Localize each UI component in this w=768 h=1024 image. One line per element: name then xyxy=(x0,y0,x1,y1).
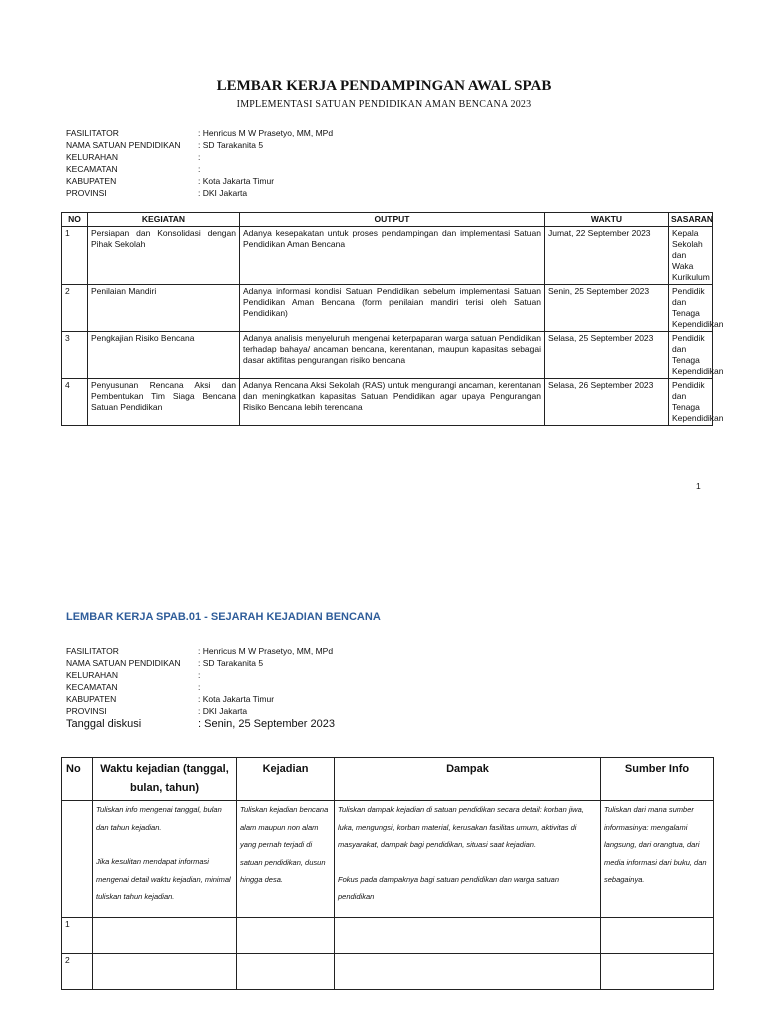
table-row xyxy=(62,918,714,954)
cell-waktu[interactable] xyxy=(93,954,237,990)
hint-kejadian: Tuliskan kejadian bencana alam maupun non alam yang pernah terjadi di satuan pendidikan, dusun hingga desa. xyxy=(237,801,335,918)
cell-dampak[interactable] xyxy=(335,954,601,990)
info-block xyxy=(66,127,333,199)
table-header-row xyxy=(62,758,714,801)
info-row-kabupaten: KABUPATEN : Kota Jakarta Timur xyxy=(66,694,275,704)
info-row-kecamatan: KECAMATAN : xyxy=(66,682,201,692)
info-row-kelurahan: KELURAHAN : xyxy=(66,670,201,680)
table-row xyxy=(62,227,713,285)
cell-kegiatan: Penyusunan Rencana Aksi dan Pembentukan Tim Siaga Bencana Satuan Pendidikan xyxy=(88,379,240,426)
header-sasaran: SASARAN xyxy=(669,213,713,227)
cell-kegiatan: Pengkajian Risiko Bencana xyxy=(88,332,240,379)
header-waktu: Waktu kejadian (tanggal, bulan, tahun) xyxy=(93,758,237,801)
cell-kejadian[interactable] xyxy=(237,918,335,954)
info-row-satuan: NAMA SATUAN PENDIDIKAN : SD Tarakanita 5 xyxy=(66,140,264,150)
hint-dampak: Tuliskan dampak kejadian di satuan pendidikan secara detail: korban jiwa, luka, mengungsi, korban material, kerusakan fasilitas umum, aktivitas di masyarakat, dampak bagi pendidikan, situasi saat kejadian. Fokus pada dampaknya bagi satuan pendidikan dan warga satuan pendidikan xyxy=(335,801,601,918)
cell-no: 1 xyxy=(62,227,88,285)
table-row xyxy=(62,332,713,379)
cell-kegiatan: Penilaian Mandiri xyxy=(88,285,240,332)
info-row-provinsi: PROVINSI : DKI Jakarta xyxy=(66,706,248,716)
hint-row xyxy=(62,801,714,918)
row-number: 2 xyxy=(62,954,93,990)
cell-kegiatan: Persiapan dan Konsolidasi dengan Pihak Sekolah xyxy=(88,227,240,285)
hint-waktu: Tuliskan info mengenai tanggal, bulan dan tahun kejadian. Jika kesulitan mendapat informasi mengenai detail waktu kejadian, minimal tuliskan tahun kejadian. xyxy=(93,801,237,918)
tanggal-label: Tanggal diskusi xyxy=(66,718,142,730)
info-row-fasilitator: FASILITATOR : Henricus M W Prasetyo, MM, MPd xyxy=(66,646,334,656)
table-row xyxy=(62,954,714,990)
cell-waktu: Selasa, 25 September 2023 xyxy=(545,332,669,379)
cell-sasaran: Kepala Sekolah dan Waka Kurikulum xyxy=(669,227,713,285)
info-row-kecamatan: KECAMATAN : xyxy=(66,164,201,174)
cell-sasaran: Pendidik dan Tenaga Kependidikan xyxy=(669,285,713,332)
info-row-satuan: NAMA SATUAN PENDIDIKAN : SD Tarakanita 5 xyxy=(66,658,264,668)
tanggal-diskusi xyxy=(66,718,335,730)
tanggal-value: : Senin, 25 September 2023 xyxy=(198,718,335,730)
cell-kejadian[interactable] xyxy=(237,954,335,990)
hint-cell-no xyxy=(62,801,93,918)
page-title: LEMBAR KERJA PENDAMPINGAN AWAL SPAB xyxy=(216,78,552,94)
cell-no: 3 xyxy=(62,332,88,379)
header-sumber: Sumber Info xyxy=(601,758,714,801)
header-no: No xyxy=(62,758,93,801)
cell-waktu: Selasa, 26 September 2023 xyxy=(545,379,669,426)
info-block-2 xyxy=(66,645,333,717)
cell-sasaran: Pendidik dan Tenaga Kependidikan xyxy=(669,379,713,426)
table-row xyxy=(62,285,713,332)
cell-sumber[interactable] xyxy=(601,954,714,990)
cell-waktu: Jumat, 22 September 2023 xyxy=(545,227,669,285)
section-title: LEMBAR KERJA SPAB.01 - SEJARAH KEJADIAN BENCANA xyxy=(66,611,381,623)
info-row-kelurahan: KELURAHAN : xyxy=(66,152,201,162)
row-number: 1 xyxy=(62,918,93,954)
page-number: 1 xyxy=(696,481,701,491)
page-subtitle: IMPLEMENTASI SATUAN PENDIDIKAN AMAN BENCANA 2023 xyxy=(236,99,532,110)
cell-sasaran: Pendidik dan Tenaga Kependidikan xyxy=(669,332,713,379)
cell-waktu: Senin, 25 September 2023 xyxy=(545,285,669,332)
header-kegiatan: KEGIATAN xyxy=(88,213,240,227)
header-waktu: WAKTU xyxy=(545,213,669,227)
info-row-kabupaten: KABUPATEN : Kota Jakarta Timur xyxy=(66,176,275,186)
kegiatan-table xyxy=(61,212,724,426)
info-row-fasilitator: FASILITATOR : Henricus M W Prasetyo, MM, MPd xyxy=(66,128,334,138)
header-dampak: Dampak xyxy=(335,758,601,801)
cell-no: 4 xyxy=(62,379,88,426)
sejarah-table xyxy=(61,757,714,990)
table-row xyxy=(62,379,713,426)
cell-no: 2 xyxy=(62,285,88,332)
header-no: NO xyxy=(62,213,88,227)
header-output: OUTPUT xyxy=(240,213,545,227)
cell-dampak[interactable] xyxy=(335,918,601,954)
info-row-provinsi: PROVINSI : DKI Jakarta xyxy=(66,188,248,198)
cell-output: Adanya informasi kondisi Satuan Pendidikan sebelum implementasi Satuan Pendidikan Aman Bencana (form penilaian mandiri terisi oleh Satuan Pendidikan) xyxy=(240,285,545,332)
cell-output: Adanya analisis menyeluruh mengenai keterpaparan warga satuan Pendidikan terhadap bahaya/ ancaman bencana, kerentanan, maupun kapasitas sebagai dasar aktifitas pengurangan risiko bencana xyxy=(240,332,545,379)
hint-sumber: Tuliskan dari mana sumber informasinya: mengalami langsung, dari orangtua, dari media informasi dari buku, dan sebagainya. xyxy=(601,801,714,918)
table-header-row xyxy=(62,213,713,227)
cell-sumber[interactable] xyxy=(601,918,714,954)
cell-output: Adanya kesepakatan untuk proses pendampingan dan implementasi Satuan Pendidikan Aman Bencana xyxy=(240,227,545,285)
cell-waktu[interactable] xyxy=(93,918,237,954)
cell-output: Adanya Rencana Aksi Sekolah (RAS) untuk mengurangi ancaman, kerentanan dan meningkatkan kapasitas Satuan Pendidikan agar upaya Pengurangan Risiko Bencana lebih terencana xyxy=(240,379,545,426)
header-kejadian: Kejadian xyxy=(237,758,335,801)
